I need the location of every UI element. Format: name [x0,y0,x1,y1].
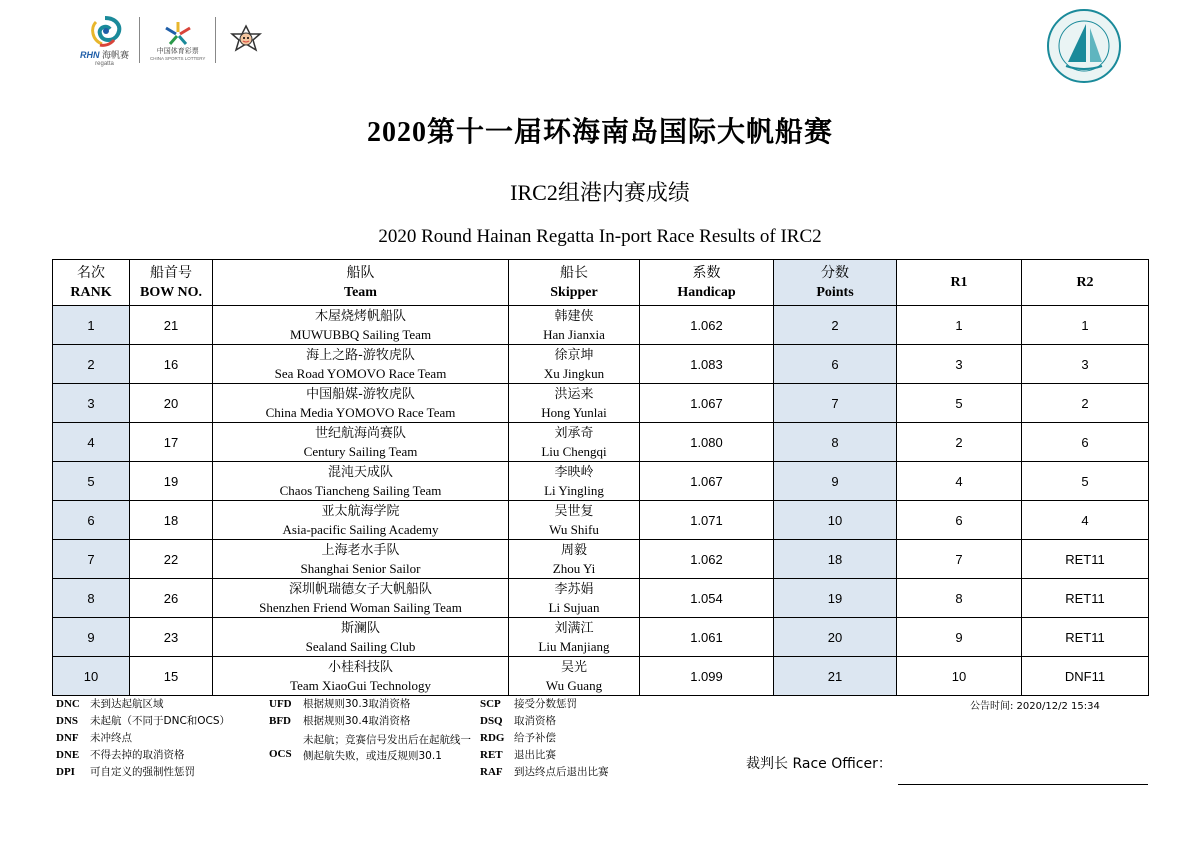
cell-r1: 9 [897,618,1022,657]
cell-points: 7 [774,384,897,423]
header-points: 分数 Points [774,260,897,306]
cell-r1: 6 [897,501,1022,540]
notice-timestamp: 公告时间: 2020/12/2 15:34 [970,701,1100,712]
rhn-regatta-logo [80,14,129,67]
skipper-name-cn: 洪运来 [554,386,594,402]
cell-handicap: 1.099 [640,657,774,696]
skipper-name-en: Li Sujuan [548,599,600,615]
table-row [53,540,1149,579]
skipper-name-cn: 刘满江 [554,620,594,636]
cell-bow-no: 21 [130,306,213,345]
signature-line [898,784,1148,785]
cell-skipper [509,501,640,540]
legend-item: RAF 到达终点后退出比赛 [480,766,609,778]
cell-team [213,501,509,540]
header-r2: R2 [1022,260,1149,306]
cell-skipper [509,345,640,384]
team-name-cn: 深圳帆瑞德女子大帆船队 [288,581,432,597]
cell-team [213,423,509,462]
skipper-name-en: Li Yingling [544,482,604,498]
cell-r2: 3 [1022,345,1149,384]
cell-handicap: 1.071 [640,501,774,540]
cell-r1: 3 [897,345,1022,384]
race-officer-label: 裁判长 Race Officer： [746,756,892,772]
cell-bow-no: 20 [130,384,213,423]
legend-item: DNC 未到达起航区域 [56,698,164,710]
logo-divider [215,17,216,63]
rhn-logo-cn: 海帆赛 [102,49,130,60]
cell-rank: 1 [53,306,130,345]
team-name-en: Sealand Sailing Club [305,638,416,654]
cell-points: 19 [774,579,897,618]
skipper-name-cn: 吴世复 [554,503,594,519]
team-name-cn: 中国船媒-游牧虎队 [306,386,415,402]
team-name-cn: 混沌天成队 [327,464,393,480]
cell-rank: 6 [53,501,130,540]
legend-item: RDG 给予补偿 [480,732,556,744]
team-name-en: China Media YOMOVO Race Team [265,404,456,420]
china-sports-lottery-logo [150,20,205,61]
skipper-name-en: Han Jianxia [543,326,605,342]
cell-bow-no: 19 [130,462,213,501]
legend-item: DNS 未起航（不同于DNC和OCS） [56,715,231,727]
lottery-logo-en: CHINA SPORTS LOTTERY [150,55,206,61]
cell-skipper [509,423,640,462]
cell-r2: DNF11 [1022,657,1149,696]
cell-handicap: 1.054 [640,579,774,618]
team-name-en: Chaos Tiancheng Sailing Team [279,482,442,498]
legend-item: DNF 未冲终点 [56,732,132,744]
page-title: 2020第十一届环海南岛国际大帆船赛 [366,117,833,148]
cell-handicap: 1.061 [640,618,774,657]
cell-rank: 2 [53,345,130,384]
team-name-cn: 上海老水手队 [321,542,400,558]
cell-r1: 10 [897,657,1022,696]
header-handicap: 系数 Handicap [640,260,774,306]
cell-points: 8 [774,423,897,462]
table-row [53,384,1149,423]
cell-handicap: 1.080 [640,423,774,462]
table-row [53,423,1149,462]
skipper-name-cn: 李苏娟 [554,581,594,597]
cell-points: 6 [774,345,897,384]
results-table [52,259,1149,696]
table-row [53,345,1149,384]
logo-divider [139,17,140,63]
cell-team [213,579,509,618]
legend-item: UFD 根据规则30.3取消资格 [269,698,411,710]
cell-rank: 5 [53,462,130,501]
cell-rank: 7 [53,540,130,579]
cell-team [213,540,509,579]
cya-emblem-icon [1046,8,1122,84]
cell-bow-no: 26 [130,579,213,618]
cell-r2: RET11 [1022,618,1149,657]
cell-handicap: 1.062 [640,306,774,345]
cell-bow-no: 22 [130,540,213,579]
cell-rank: 10 [53,657,130,696]
legend-column-1 [56,696,230,781]
cell-bow-no: 23 [130,618,213,657]
page-title-english: 2020 Round Hainan Regatta In-port Race Results of IRC2 [378,226,822,247]
rhn-swirl-icon [84,14,126,48]
cell-r1: 2 [897,423,1022,462]
team-name-cn: 亚太航海学院 [321,503,400,519]
legend-item: DPI 可自定义的强制性惩罚 [56,766,195,778]
skipper-name-en: Xu Jingkun [543,365,605,381]
table-row [53,618,1149,657]
cell-r1: 4 [897,462,1022,501]
cell-skipper [509,657,640,696]
cell-bow-no: 15 [130,657,213,696]
team-name-en: Asia-pacific Sailing Academy [282,521,439,537]
cell-r2: 1 [1022,306,1149,345]
header-bow-no: 船首号 BOW NO. [130,260,213,306]
cell-r1: 8 [897,579,1022,618]
legend-item: BFD 根据规则30.4取消资格 [269,715,411,727]
cell-team [213,345,509,384]
cell-handicap: 1.067 [640,462,774,501]
cell-points: 21 [774,657,897,696]
cell-bow-no: 18 [130,501,213,540]
mascot-icon [226,23,266,57]
table-header-row [53,260,1149,306]
table-row [53,306,1149,345]
cell-r2: 6 [1022,423,1149,462]
cell-handicap: 1.083 [640,345,774,384]
cell-skipper [509,384,640,423]
cell-skipper [509,306,640,345]
skipper-name-cn: 韩建侠 [554,308,594,324]
table-row [53,501,1149,540]
cell-points: 20 [774,618,897,657]
cell-rank: 8 [53,579,130,618]
cell-r2: RET11 [1022,579,1149,618]
page-subtitle: IRC2组港内赛成绩 [510,180,690,205]
cell-skipper [509,618,640,657]
team-name-en: MUWUBBQ Sailing Team [289,326,432,342]
table-row [53,579,1149,618]
team-name-en: Sea Road YOMOVO Race Team [274,365,447,381]
cell-points: 2 [774,306,897,345]
lottery-logo-cn: 中国体育彩票 [156,47,199,55]
team-name-en: Team XiaoGui Technology [290,677,431,693]
cell-team [213,657,509,696]
cell-handicap: 1.067 [640,384,774,423]
team-name-en: Century Sailing Team [303,443,418,459]
skipper-name-en: Zhou Yi [552,560,596,576]
rhn-logo-sub: regatta [95,60,114,67]
cell-r1: 1 [897,306,1022,345]
legend-item: RET 退出比赛 [480,749,556,761]
cell-bow-no: 16 [130,345,213,384]
skipper-name-en: Wu Shifu [549,521,599,537]
chinese-yachting-association-logo [1046,8,1122,89]
skipper-name-en: Liu Chengqi [541,443,607,459]
cell-r2: 2 [1022,384,1149,423]
team-name-en: Shenzhen Friend Woman Sailing Team [259,599,462,615]
team-name-en: Shanghai Senior Sailor [300,560,421,576]
skipper-name-cn: 徐京坤 [554,347,594,363]
table-row [53,657,1149,696]
cell-points: 9 [774,462,897,501]
skipper-name-en: Liu Manjiang [538,638,610,654]
cell-team [213,462,509,501]
legend-column-2 [269,696,410,730]
skipper-name-cn: 李映岭 [554,464,594,480]
cell-points: 10 [774,501,897,540]
legend-item: DNE 不得去掉的取消资格 [56,749,185,761]
header-r1: R1 [897,260,1022,306]
skipper-name-cn: 吴光 [560,659,587,675]
cell-team [213,618,509,657]
cell-r2: 5 [1022,462,1149,501]
legend-item: SCP 接受分数惩罚 [480,698,577,710]
header-rank: 名次 RANK [53,260,130,306]
skipper-name-en: Hong Yunlai [541,404,607,420]
abbreviation-legend [56,696,676,786]
header-skipper: 船长 Skipper [509,260,640,306]
team-name-cn: 木屋烧烤帆船队 [314,308,406,324]
cell-points: 18 [774,540,897,579]
cell-r2: RET11 [1022,540,1149,579]
lottery-star-icon [160,20,196,46]
legend-column-3 [480,696,609,781]
rhn-logo-text: RHN [80,49,100,60]
team-name-cn: 海上之路-游牧虎队 [306,347,415,363]
legend-item: DSQ 取消资格 [480,715,556,727]
cell-handicap: 1.062 [640,540,774,579]
cell-rank: 9 [53,618,130,657]
cell-rank: 3 [53,384,130,423]
cell-r1: 7 [897,540,1022,579]
cell-skipper [509,462,640,501]
cell-skipper [509,540,640,579]
team-name-cn: 斯澜队 [340,620,380,636]
sponsor-logos [80,12,266,68]
cell-skipper [509,579,640,618]
cell-r2: 4 [1022,501,1149,540]
skipper-name-cn: 刘承奇 [554,425,594,441]
table-row [53,462,1149,501]
cell-rank: 4 [53,423,130,462]
cell-bow-no: 17 [130,423,213,462]
mascot-logo [226,23,266,57]
cell-team [213,306,509,345]
legend-item-ocs: OCS 未起航；竞赛信号发出后在起航线一侧起航失败，或违反规则30.1 [269,734,471,762]
cell-r1: 5 [897,384,1022,423]
team-name-cn: 世纪航海尚赛队 [314,425,406,441]
skipper-name-en: Wu Guang [545,677,603,693]
skipper-name-cn: 周毅 [560,542,587,558]
team-name-cn: 小桂科技队 [327,659,393,675]
header-team: 船队 Team [213,260,509,306]
cell-team [213,384,509,423]
